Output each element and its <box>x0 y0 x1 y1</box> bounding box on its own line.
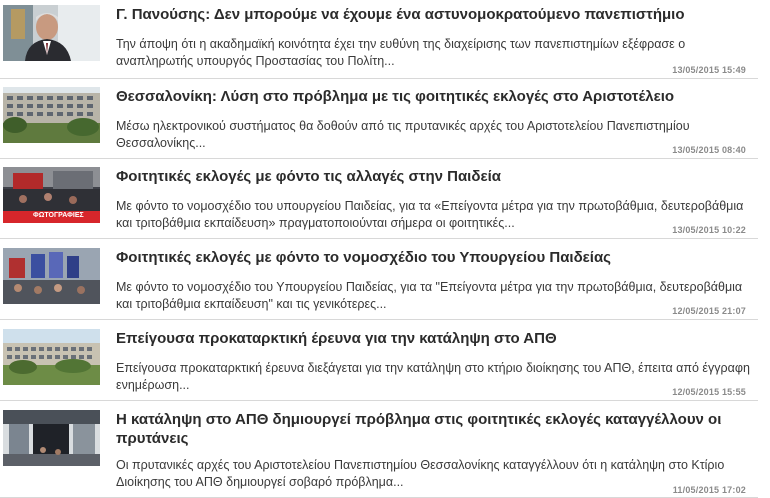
article-timestamp: 13/05/2015 10:22 <box>672 225 746 235</box>
article-summary: Επείγουσα προκαταρκτική έρευνα διεξάγεται για την κατάληψη στο κτήριο διοίκησης του ΑΠΘ, έπειτα από έγγραφη ενημέρωση... <box>116 361 750 392</box>
news-item <box>0 324 758 401</box>
article-summary: Μέσω ηλεκτρονικού συστήματος θα δοθούν από τις πρυτανικές αρχές του Αριστοτελείου Πανεπιστημίου Θεσσαλονίκης... <box>116 119 690 150</box>
crowd-photo <box>3 248 100 304</box>
article-thumbnail[interactable] <box>3 248 100 304</box>
building-photo <box>3 87 100 143</box>
article-title[interactable]: Γ. Πανούσης: Δεν μπορούμε να έχουμε ένα αστυνομοκρατούμενο πανεπιστήμιο <box>116 6 685 23</box>
article-timestamp: 11/05/2015 17:02 <box>672 485 746 495</box>
entrance-photo <box>3 410 100 466</box>
article-timestamp: 12/05/2015 21:07 <box>672 306 746 316</box>
article-summary: Με φόντο το νομοσχέδιο του Υπουργείου Παιδείας, για τα "Επείγοντα μέτρα για την πρωτοβάθμια, δευτεροβάθμια και τριτοβάθμια εκπαίδευση" και τις γενικότερες... <box>116 280 743 311</box>
thumbnail-caption: ΦΩΤΟΓΡΑΦΙΕΣ <box>33 212 84 219</box>
article-thumbnail[interactable] <box>3 87 100 143</box>
article-title[interactable]: Θεσσαλονίκη: Λύση στο πρόβλημα με τις φοιτητικές εκλογές στο Αριστοτέλειο <box>116 88 675 105</box>
news-item <box>0 162 758 239</box>
article-timestamp: 13/05/2015 15:49 <box>672 65 746 75</box>
news-item <box>0 405 758 498</box>
news-item <box>0 82 758 159</box>
article-timestamp: 13/05/2015 08:40 <box>672 145 746 155</box>
article-summary: Οι πρυτανικές αρχές του Αριστοτελείου Πανεπιστημίου Θεσσαλονίκης καταγγέλλουν ότι η κατάληψη στο Κτίριο Διοίκησης του ΑΠΘ δημιουργεί σοβαρό πρόβλημα... <box>116 458 725 489</box>
article-title[interactable]: Επείγουσα προκαταρκτική έρευνα για την κατάληψη στο ΑΠΘ <box>116 330 557 347</box>
article-title[interactable]: Η κατάληψη στο ΑΠΘ δημιουργεί πρόβλημα στις φοιτητικές εκλογές καταγγέλλουν οι πρυτάνεις <box>116 411 722 447</box>
article-thumbnail[interactable] <box>3 167 100 223</box>
portrait-photo <box>3 5 100 61</box>
news-item <box>0 243 758 320</box>
article-summary: Την άποψη ότι η ακαδημαϊκή κοινότητα έχει την ευθύνη της διαχείρισης των πανεπιστημίων εξέφρασε ο αναπληρωτής υπουργός Προστασίας του Πολίτη... <box>116 37 686 68</box>
article-thumbnail[interactable] <box>3 329 100 385</box>
article-thumbnail[interactable] <box>3 5 100 61</box>
article-title[interactable]: Φοιτητικές εκλογές με φόντο τις αλλαγές στην Παιδεία <box>116 168 501 185</box>
article-timestamp: 12/05/2015 15:55 <box>672 387 746 397</box>
news-item <box>0 0 758 79</box>
campus-photo <box>3 329 100 385</box>
article-summary: Με φόντο το νομοσχέδιο του υπουργείου Παιδείας, για τα «Επείγοντα μέτρα για την πρωτοβάθμια, δευτεροβάθμια και τριτοβάθμια εκπαίδευση» πραγματοποιούνται σήμερα οι φοιτητικές... <box>116 199 744 230</box>
article-title[interactable]: Φοιτητικές εκλογές με φόντο το νομοσχέδιο του Υπουργείου Παιδείας <box>116 249 611 266</box>
article-thumbnail[interactable] <box>3 410 100 466</box>
